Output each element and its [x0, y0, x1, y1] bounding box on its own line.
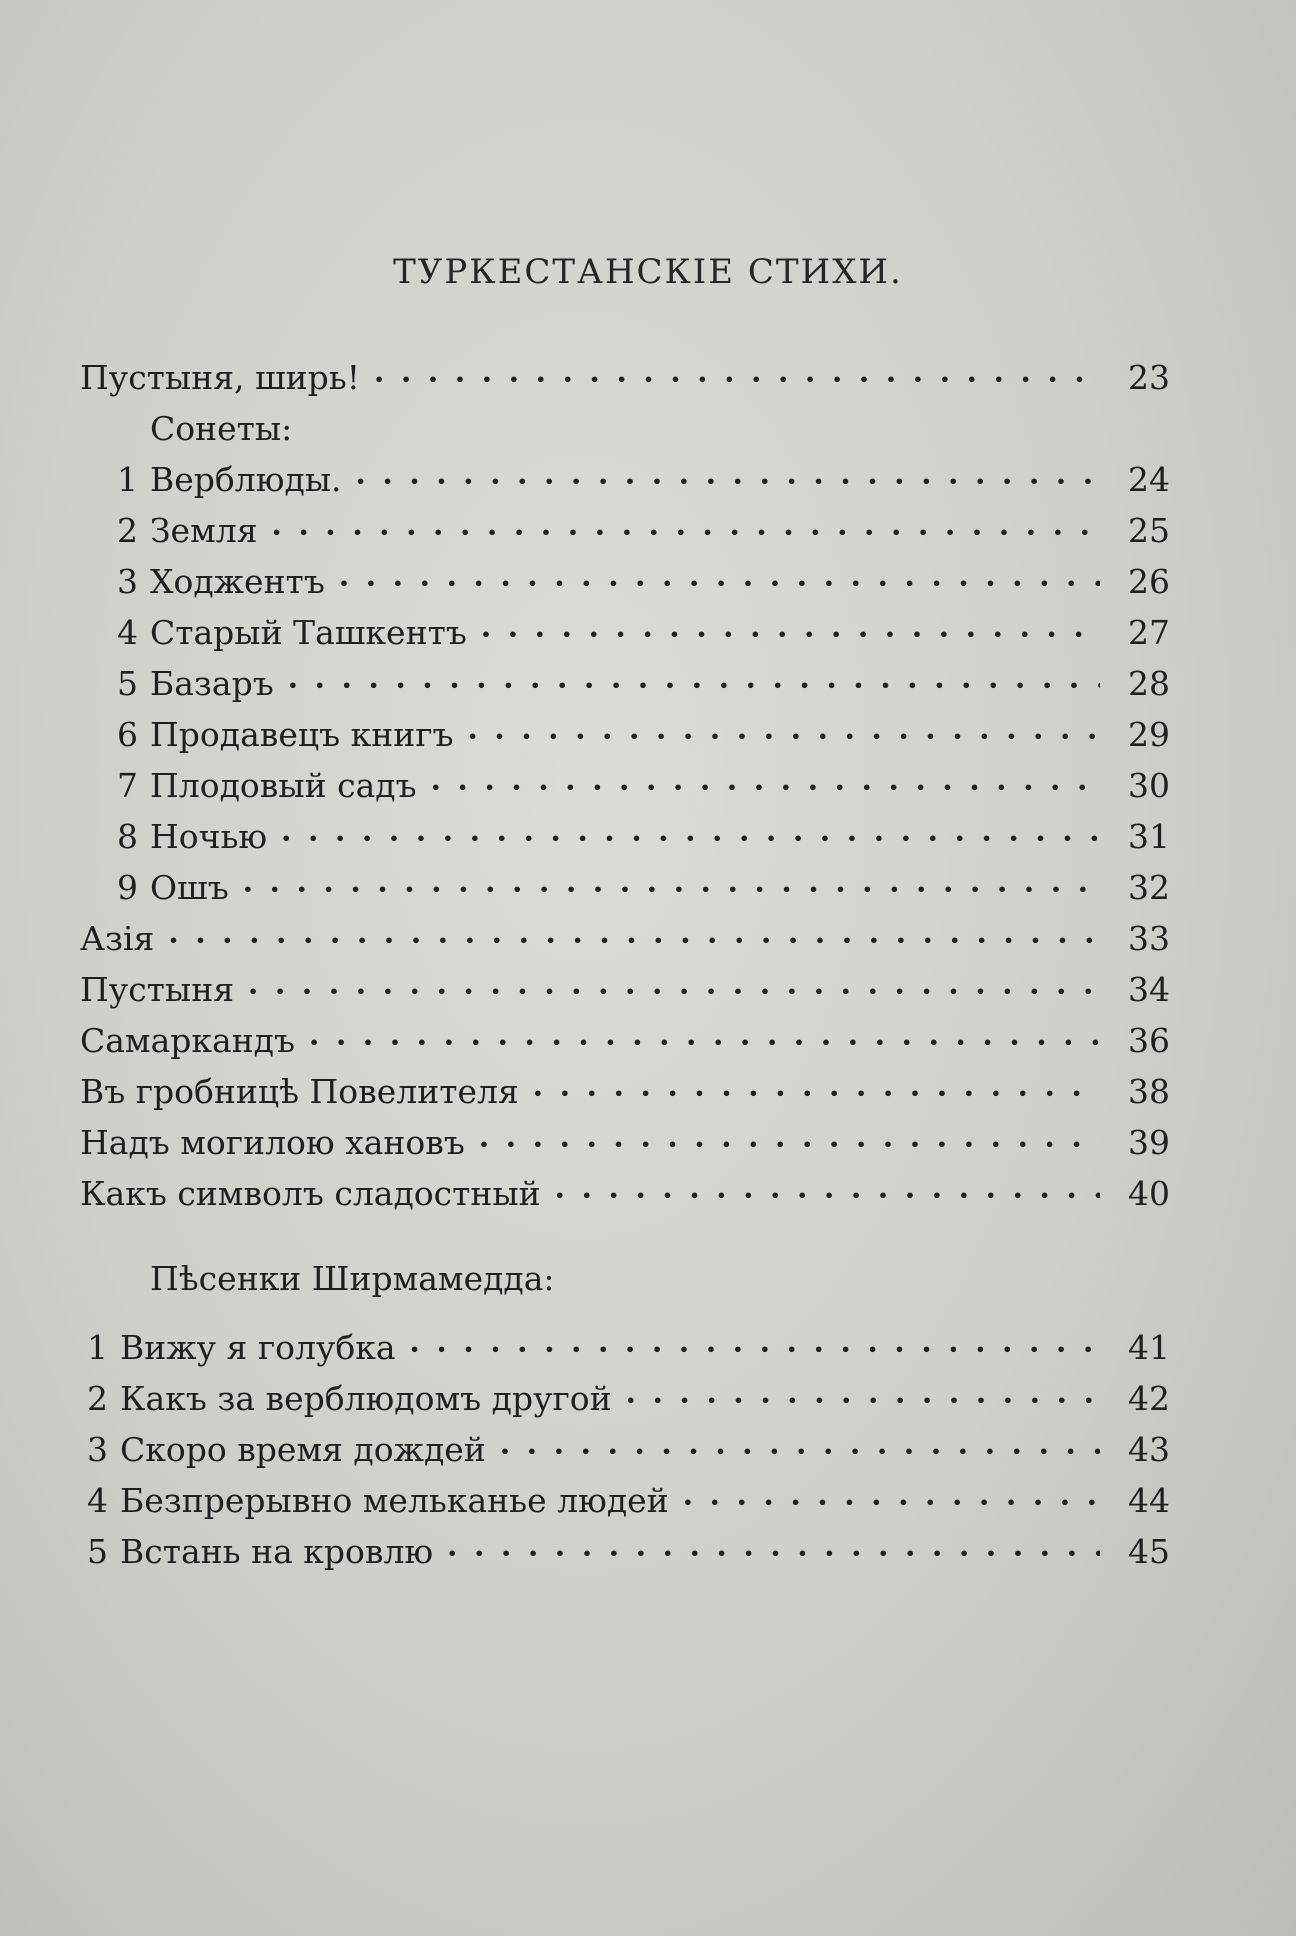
toc-entry-label: Продавецъ книгъ: [150, 715, 454, 754]
toc-entry: [80, 607, 1170, 658]
toc-entry-label: Какъ за верблюдомъ другой: [120, 1379, 612, 1418]
toc-entry: [80, 964, 1170, 1015]
dot-leader: [288, 658, 1100, 715]
toc-entry: [80, 1424, 1170, 1475]
toc-entry-label: Въ гробницѣ Повелителя: [80, 1072, 519, 1111]
toc-page-number: 23: [1128, 358, 1170, 397]
toc-entry: [80, 913, 1170, 964]
toc-page-number: 31: [1128, 817, 1170, 856]
dot-leader: [447, 1526, 1100, 1583]
toc-entry: [80, 454, 1170, 505]
dot-leader: [533, 1066, 1100, 1123]
toc-page-number: 24: [1128, 460, 1170, 499]
toc-page-number: 39: [1128, 1123, 1170, 1162]
dot-leader: [356, 454, 1100, 511]
dot-leader: [374, 352, 1100, 409]
toc-page-number: 43: [1128, 1430, 1170, 1469]
toc-page-number: 32: [1128, 868, 1170, 907]
dot-leader: [431, 760, 1100, 817]
toc-entry-label: Безпрерывно мельканье людей: [120, 1481, 669, 1520]
toc-entry: [80, 352, 1170, 403]
songs-heading: Пѣсенки Ширмамедда:: [150, 1259, 555, 1298]
dot-leader: [309, 1015, 1100, 1072]
toc-page-number: 34: [1128, 970, 1170, 1009]
toc-entry: [80, 1066, 1170, 1117]
dot-leader: [481, 607, 1100, 664]
toc-entry: [80, 1373, 1170, 1424]
toc-entry-label: Азія: [80, 919, 155, 958]
table-of-contents: [80, 352, 1170, 1577]
toc-page-number: 41: [1128, 1328, 1170, 1367]
toc-entry-label: Плодовый садъ: [150, 766, 417, 805]
toc-entry-number: 3: [117, 562, 138, 601]
toc-entry: [80, 1526, 1170, 1577]
toc-page-number: 25: [1128, 511, 1170, 550]
toc-entry-label: Ходжентъ: [150, 562, 325, 601]
toc-entry: [80, 1475, 1170, 1526]
toc-entry-number: 5: [87, 1532, 108, 1571]
dot-leader: [339, 556, 1100, 613]
sonnets-heading: Сонеты:: [150, 409, 293, 448]
toc-entry-label: Старый Ташкентъ: [150, 613, 467, 652]
toc-entry-label: Какъ символъ сладостный: [80, 1174, 541, 1213]
toc-entry: [80, 760, 1170, 811]
toc-entry-label: Ошъ: [150, 868, 229, 907]
dot-leader: [479, 1117, 1100, 1174]
dot-leader: [500, 1424, 1100, 1481]
toc-page-number: 40: [1128, 1174, 1170, 1213]
toc-entry-number: 6: [117, 715, 138, 754]
toc-page-number: 28: [1128, 664, 1170, 703]
dot-leader: [281, 811, 1100, 868]
dot-leader: [467, 709, 1100, 766]
toc-page-number: 36: [1128, 1021, 1170, 1060]
toc-page-number: 30: [1128, 766, 1170, 805]
toc-entry: [80, 862, 1170, 913]
toc-entry-number: 2: [87, 1379, 108, 1418]
section-title: ТУРКЕСТАНСКІЕ СТИХИ.: [393, 252, 903, 292]
toc-entry-number: 4: [87, 1481, 108, 1520]
toc-entry-number: 5: [117, 664, 138, 703]
dot-leader: [683, 1475, 1100, 1532]
dot-leader: [272, 505, 1100, 562]
toc-entry-number: 3: [87, 1430, 108, 1469]
toc-entry: [80, 1168, 1170, 1219]
dot-leader: [555, 1168, 1100, 1225]
toc-entry-label: Базаръ: [150, 664, 274, 703]
toc-page-number: 27: [1128, 613, 1170, 652]
toc-entry: [80, 505, 1170, 556]
toc-entry-label: Пустыня: [80, 970, 235, 1009]
toc-entry-number: 4: [117, 613, 138, 652]
dot-leader: [626, 1373, 1100, 1430]
toc-entry: [80, 1117, 1170, 1168]
toc-entry: [80, 811, 1170, 862]
toc-entry-number: 1: [117, 460, 138, 499]
toc-entry-label: Земля: [150, 511, 258, 550]
toc-entry: [80, 1322, 1170, 1373]
toc-entry-number: 8: [117, 817, 138, 856]
toc-page-number: 33: [1128, 919, 1170, 958]
toc-entry: [80, 556, 1170, 607]
toc-page-number: 26: [1128, 562, 1170, 601]
toc-entry-number: 9: [117, 868, 138, 907]
toc-entry-label: Пустыня, ширь!: [80, 358, 361, 397]
toc-entry-label: Скоро время дождей: [120, 1430, 486, 1469]
toc-entry-label: Ночью: [150, 817, 268, 856]
toc-page-number: 44: [1128, 1481, 1170, 1520]
dot-leader: [243, 862, 1100, 919]
toc-entry-label: Встань на кровлю: [120, 1532, 434, 1571]
toc-page-number: 45: [1128, 1532, 1170, 1571]
toc-entry-number: 2: [117, 511, 138, 550]
toc-entry: [80, 658, 1170, 709]
toc-entry-number: 7: [117, 766, 138, 805]
toc-page-number: 29: [1128, 715, 1170, 754]
toc-page-number: 42: [1128, 1379, 1170, 1418]
dot-leader: [410, 1322, 1100, 1379]
dot-leader: [168, 913, 1100, 970]
toc-entry-label: Надъ могилою хановъ: [80, 1123, 465, 1162]
toc-entry: [80, 1015, 1170, 1066]
dot-leader: [248, 964, 1100, 1021]
toc-entry-label: Вижу я голубка: [120, 1328, 396, 1367]
toc-entry-label: Самаркандъ: [80, 1021, 295, 1060]
toc-entry-number: 1: [87, 1328, 108, 1367]
toc-entry: [80, 709, 1170, 760]
toc-page-number: 38: [1128, 1072, 1170, 1111]
toc-entry-label: Верблюды.: [150, 460, 342, 499]
